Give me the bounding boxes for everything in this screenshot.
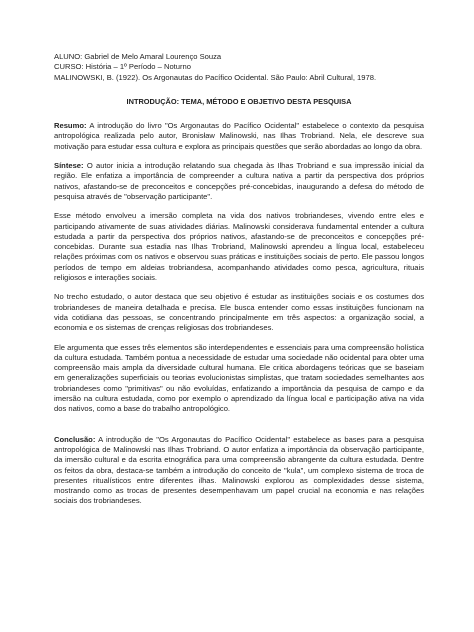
resumo-paragraph <box>54 121 424 152</box>
bibliographic-reference: MALINOWSKI, B. (1922). Os Argonautas do Pacífico Ocidental. São Paulo: Abril Cultural, 1978. <box>54 72 377 82</box>
body-paragraph-1: Esse método envolveu a imersão completa na vida dos nativos trobriandeses, vivendo entre eles e participando ativamente de suas atividades diárias. Malinowski considerava fundamental entender a cultura estudada a partir da perspectiva dos próprios nativos, afastando-se de preconceitos e concepções pré-concebidas. Durante sua estadia nas Ilhas Trobriand, Malinowski aprendeu a língua local, estabeleceu relações próximas com os nativos e observou suas práticas e instituições sociais de perto. Ele passou longos períodos de tempo em aldeias trobriandesa, acompanhando atividades como pesca, agricultura, rituais religiosos e interações sociais. <box>54 211 424 283</box>
body-paragraph-3: Ele argumenta que esses três elementos são interdependentes e essenciais para uma compreensão holística da cultura estudada. Também pontua a necessidade de estudar uma sociedade não ocidental para obter uma compreensão mais ampla da diversidade cultural humana. Ele critica abordagens teóricas que se baseiam em generalizações superficiais ou teorias evolucionistas simplistas, que tratam sociedades semelhantes aos trobriandeses como "primitivas" ou não evoluídas, enfatizando a importância da pesquisa de campo e da imersão na cultura estudada, como por exemplo o aprendizado da língua local e participação ativa na vida dos nativos, como a base do trabalho antropológico. <box>54 342 424 414</box>
conclusao-paragraph <box>54 435 424 507</box>
document-title: INTRODUÇÃO: TEMA, MÉTODO E OBJETIVO DESTA PESQUISA <box>126 96 352 106</box>
resumo-text: A introdução do livro "Os Argonautas do Pacífico Ocidental" estabelece o contexto da pesquisa antropológica realizada pelo autor, Bronisław Malinowski, nas Ilhas Trobriand. Nela, ele descreve sua motivação para estudar essa cultura e explora as principais questões que serão abordadas ao longo da obra. <box>54 121 424 151</box>
sintese-label: Síntese: <box>54 161 84 171</box>
conclusao-text: A introdução de "Os Argonautas do Pacífico Ocidental" estabelece as bases para a pesquisa antropológica de Malinowski nas Ilhas Trobriand. O autor enfatiza a importância da observação participante, da imersão cultural e da escrita etnográfica para uma compreensão abrangente da cultura estudada. Dentre os feitos da obra, destaca-se também a introdução do conceito de "kula", um complexo sistema de troca de presentes ritualísticos entre diferentes ilhas. Malinowski explorou as complexidades desse sistema, mostrando como as trocas de presentes desempenhavam um papel crucial na economia e nas relações sociais dos trobriandeses. <box>54 434 424 506</box>
sintese-paragraph <box>54 161 424 202</box>
sintese-text: O autor inicia a introdução relatando sua chegada às Ilhas Trobriand e sua impressão inicial da região. Ele enfatiza a importância de compreender a cultura nativa a partir da perspectiva dos próprios nativos, afastando-se de preconceitos e concepções pré-concebidas, inaugurando a defesa do método de pesquisa através de "observação participante". <box>54 161 424 201</box>
course-info: CURSO: História – 1º Período – Noturno <box>54 62 191 72</box>
conclusao-label: Conclusão: <box>54 434 96 444</box>
resumo-label: Resumo: <box>54 121 87 131</box>
body-paragraph-2: No trecho estudado, o autor destaca que seu objetivo é estudar as instituições sociais e os costumes dos trobriandeses de maneira detalhada e precisa. Ele busca entender como essas instituições funcionam na vida cotidiana das pessoas, se concentrando principalmente em três aspectos: a organização social, a economia e os sistemas de crenças religiosas dos trobriandeses. <box>54 292 424 333</box>
student-name: ALUNO: Gabriel de Melo Amaral Lourenço Souza <box>54 52 222 61</box>
student-header <box>54 52 424 73</box>
